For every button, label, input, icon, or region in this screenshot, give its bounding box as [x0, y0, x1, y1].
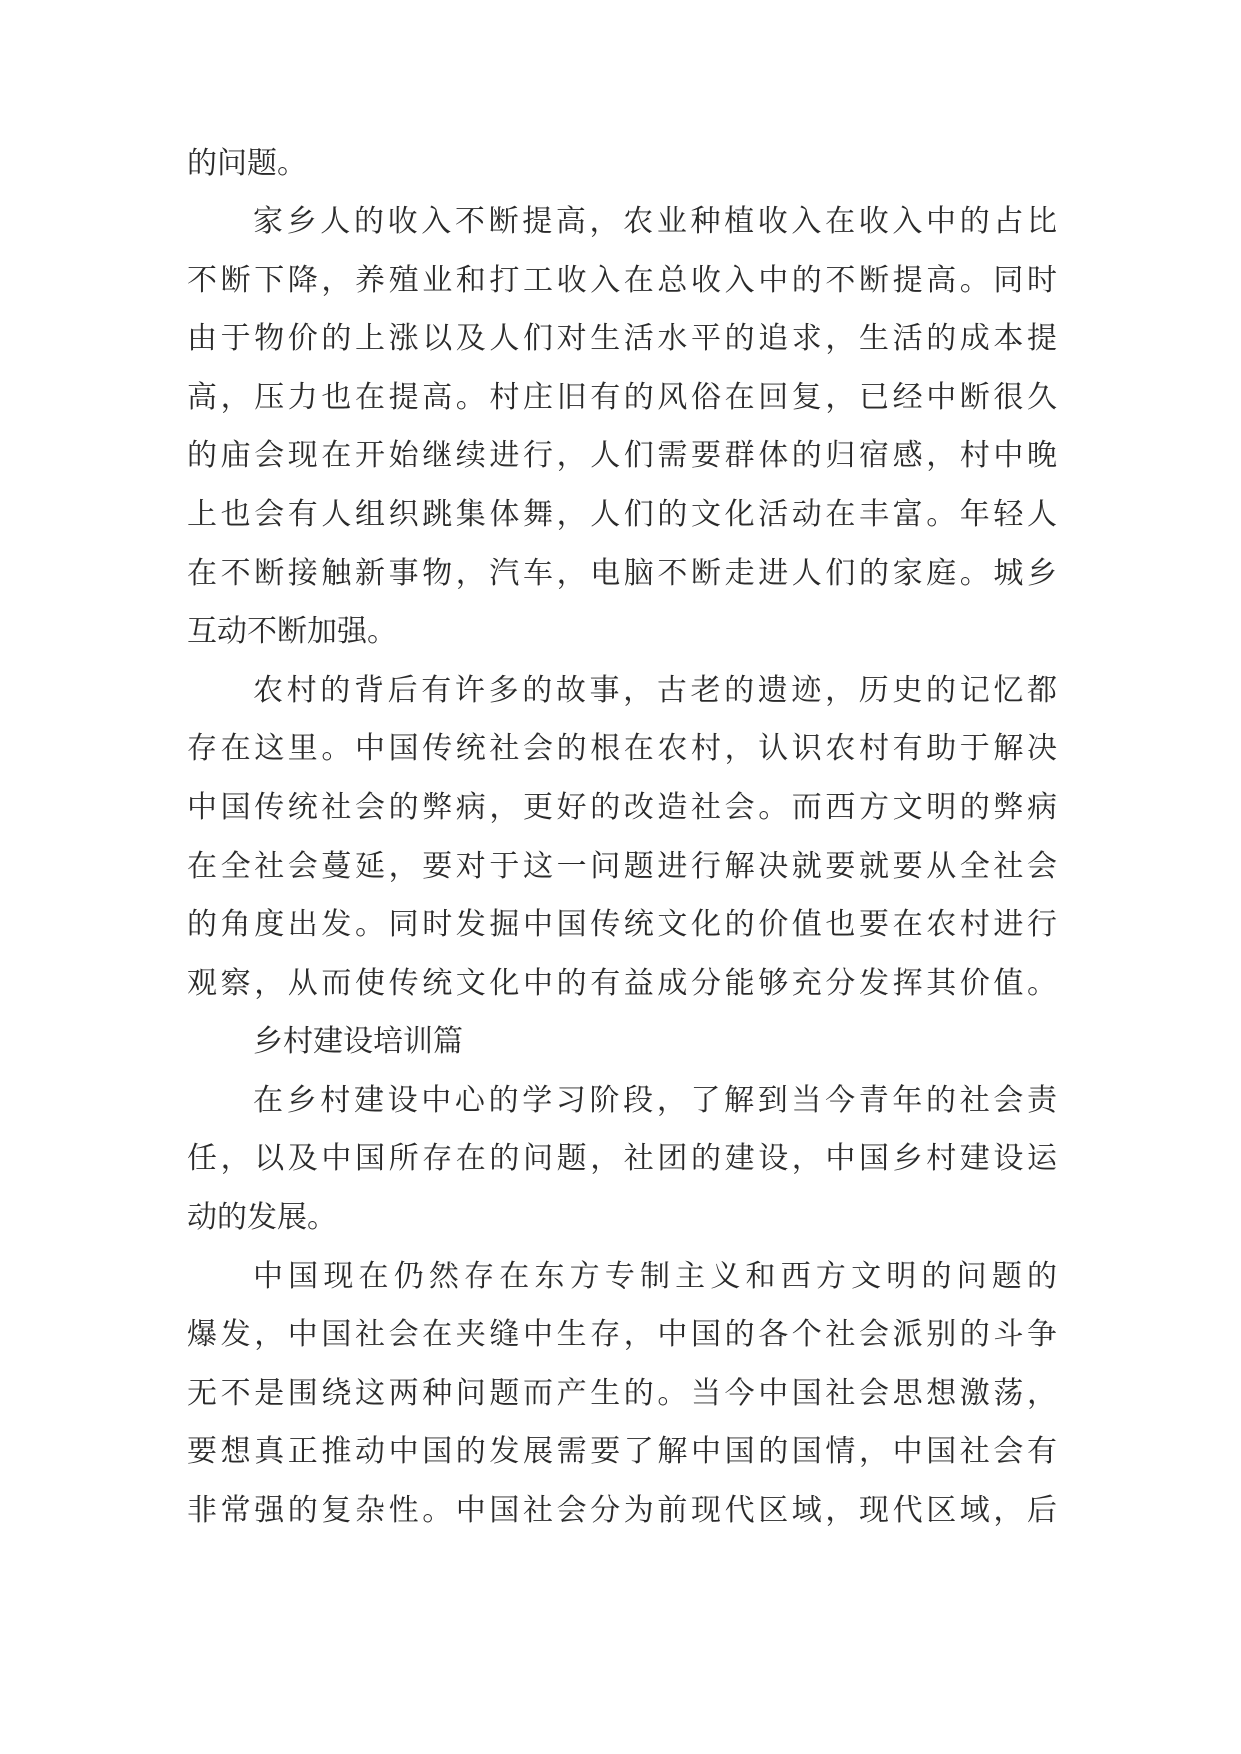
paragraph-6-line-2: 爆发，中国社会在夹缝中生存，中国的各个社会派别的斗争 — [187, 1317, 1057, 1352]
paragraph-6-line-3: 无不是围绕这两种问题而产生的。当今中国社会思想激荡， — [187, 1376, 1057, 1411]
paragraph-6-line-4: 要想真正推动中国的发展需要了解中国的国情，中国社会有 — [187, 1434, 1057, 1469]
paragraph-2-line-3: 由于物价的上涨以及人们对生活水平的追求，生活的成本提 — [187, 321, 1057, 356]
section-heading: 乡村建设培训篇 — [253, 1024, 463, 1059]
paragraph-5-line-2: 任，以及中国所存在的问题，社团的建设，中国乡村建设运 — [187, 1141, 1057, 1176]
paragraph-2-line-4: 高，压力也在提高。村庄旧有的风俗在回复，已经中断很久 — [187, 380, 1057, 415]
paragraph-3-line-2: 存在这里。中国传统社会的根在农村，认识农村有助于解决 — [187, 731, 1057, 766]
paragraph-3-line-5: 的角度出发。同时发掘中国传统文化的价值也要在农村进行 — [187, 907, 1057, 942]
paragraph-2-line-8: 互动不断加强。 — [187, 614, 397, 649]
paragraph-2-line-2: 不断下降，养殖业和打工收入在总收入中的不断提高。同时 — [187, 263, 1057, 298]
paragraph-3-line-4: 在全社会蔓延，要对于这一问题进行解决就要就要从全社会 — [187, 849, 1057, 884]
paragraph-6-line-1: 中国现在仍然存在东方专制主义和西方文明的问题的 — [253, 1259, 1057, 1294]
paragraph-1-line-1: 的问题。 — [187, 146, 307, 181]
paragraph-2-line-1: 家乡人的收入不断提高，农业种植收入在收入中的占比 — [253, 204, 1057, 239]
paragraph-5-line-3: 动的发展。 — [187, 1200, 337, 1235]
paragraph-5-line-1: 在乡村建设中心的学习阶段，了解到当今青年的社会责 — [253, 1083, 1057, 1118]
paragraph-2-line-6: 上也会有人组织跳集体舞，人们的文化活动在丰富。年轻人 — [187, 497, 1057, 532]
paragraph-3-line-3: 中国传统社会的弊病，更好的改造社会。而西方文明的弊病 — [187, 790, 1057, 825]
paragraph-3-line-6: 观察，从而使传统文化中的有益成分能够充分发挥其价值。 — [187, 966, 1057, 1001]
paragraph-6-line-5: 非常强的复杂性。中国社会分为前现代区域，现代区域，后 — [187, 1493, 1057, 1528]
paragraph-2-line-7: 在不断接触新事物，汽车，电脑不断走进人们的家庭。城乡 — [187, 556, 1057, 591]
paragraph-3-line-1: 农村的背后有许多的故事，古老的遗迹，历史的记忆都 — [253, 673, 1057, 708]
paragraph-2-line-5: 的庙会现在开始继续进行，人们需要群体的归宿感，村中晚 — [187, 438, 1057, 473]
